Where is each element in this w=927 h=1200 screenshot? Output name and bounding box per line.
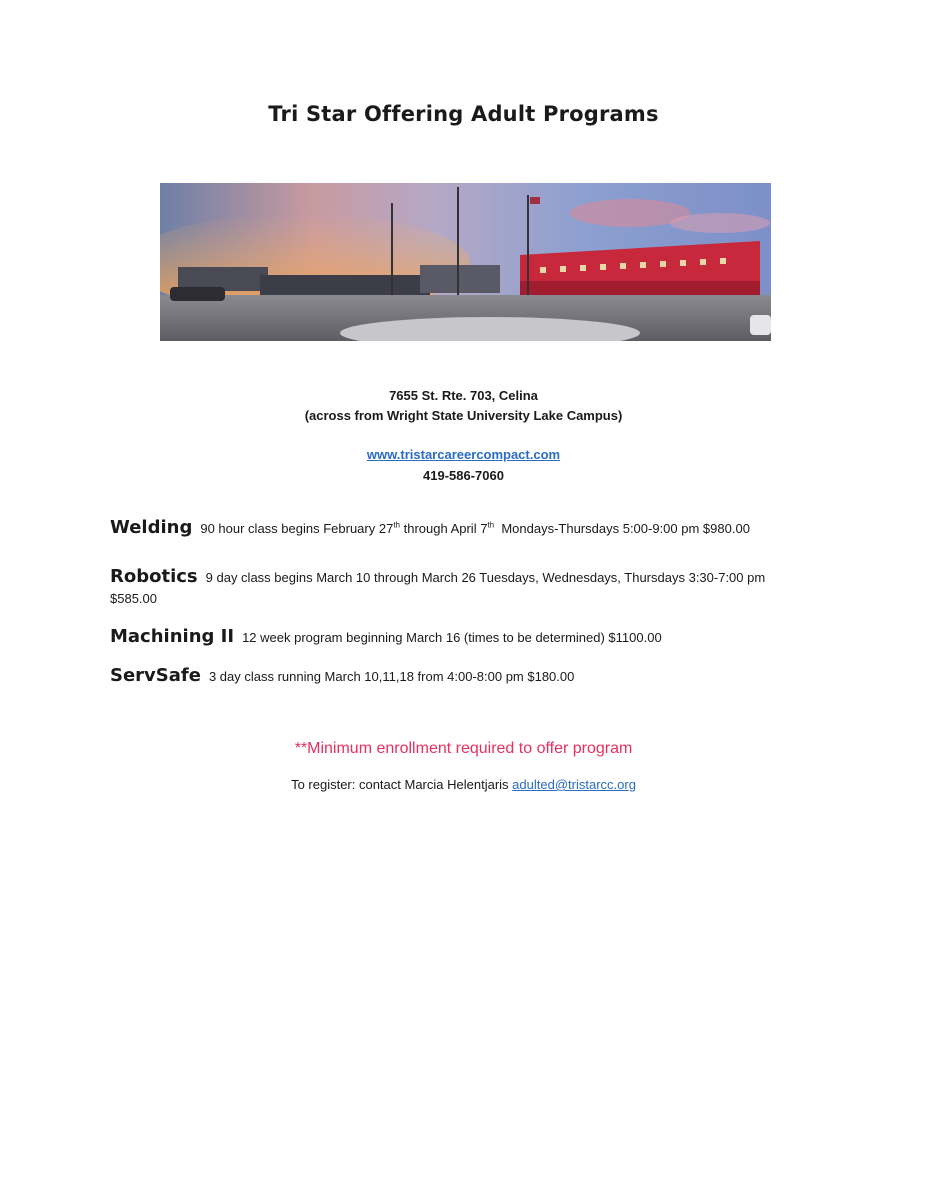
address-line: 7655 St. Rte. 703, Celina xyxy=(389,388,538,403)
phone-number: 419-586-7060 xyxy=(423,468,504,483)
program-name: Welding xyxy=(110,517,193,538)
address-note: (across from Wright State University Lake Campus) xyxy=(304,408,623,423)
program-name: Machining II xyxy=(110,626,235,647)
website-link[interactable]: www.tristarcareercompact.com xyxy=(366,447,561,462)
program-desc: 12 week program beginning March 16 (times to be determined) $1100.00 xyxy=(242,630,662,645)
page-title: Tri Star Offering Adult Programs xyxy=(268,102,659,126)
register-label: To register: contact Marcia Helentjaris xyxy=(291,777,509,792)
program-robotics xyxy=(110,566,810,609)
register-email-link[interactable]: adulted@tristarcc.org xyxy=(512,777,636,792)
building-panorama-photo xyxy=(160,183,771,341)
program-name: ServSafe xyxy=(110,665,201,686)
program-machining xyxy=(110,626,810,648)
program-desc: 90 hour class begins February 27th through April 7th Mondays-Thursdays 5:00-9:00 pm $980.00 xyxy=(200,520,750,536)
register-line xyxy=(0,777,927,792)
program-desc: 9 day class begins March 10 through March 26 Tuesdays, Wednesdays, Thursdays 3:30-7:00 pm $585.00 xyxy=(110,570,766,606)
program-name: Robotics xyxy=(110,566,198,587)
program-welding xyxy=(110,517,810,539)
enrollment-notice: **Minimum enrollment required to offer program xyxy=(294,740,633,757)
program-desc: 3 day class running March 10,11,18 from 4:00-8:00 pm $180.00 xyxy=(208,669,575,684)
program-servsafe xyxy=(110,665,810,687)
